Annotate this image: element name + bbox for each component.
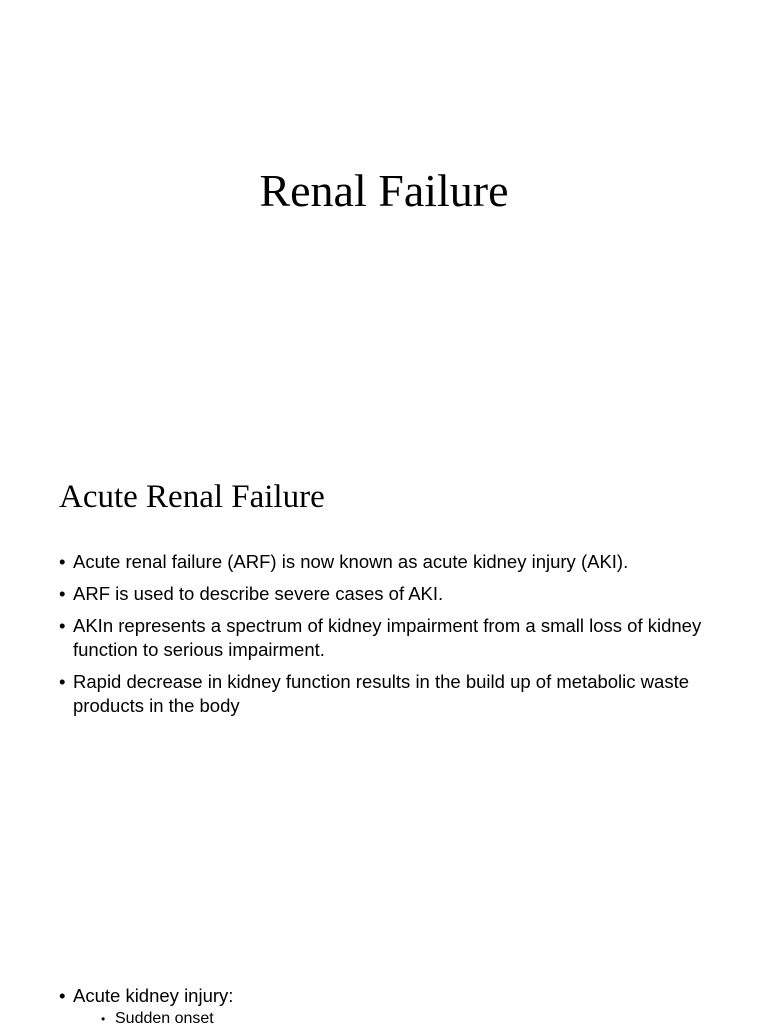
bullet-item: • Acute renal failure (ARF) is now known as acute kidney injury (AKI). [59, 550, 719, 574]
bullet-item: • AKIn represents a spectrum of kidney impairment from a small loss of kidney function to serious impairment. [59, 614, 719, 662]
slide-acute-kidney-injury [0, 864, 768, 1024]
bullet-item: • Rapid decrease in kidney function results in the build up of metabolic waste products in the body [59, 670, 719, 718]
bullet-list [59, 550, 719, 726]
bullet-item [59, 984, 719, 1024]
slide-title [0, 0, 768, 432]
sub-bullet-item: • Sudden onset [101, 1008, 719, 1024]
bullet-list [59, 984, 719, 1024]
bullet-item: • ARF is used to describe severe cases of AKI. [59, 582, 719, 606]
bullet-text: Acute kidney injury: [73, 985, 234, 1006]
slide-acute-renal-failure [0, 432, 768, 864]
presentation-title: Renal Failure [259, 165, 509, 216]
sub-bullet-list [73, 1008, 719, 1024]
slide-heading: Acute Renal Failure [59, 479, 325, 515]
